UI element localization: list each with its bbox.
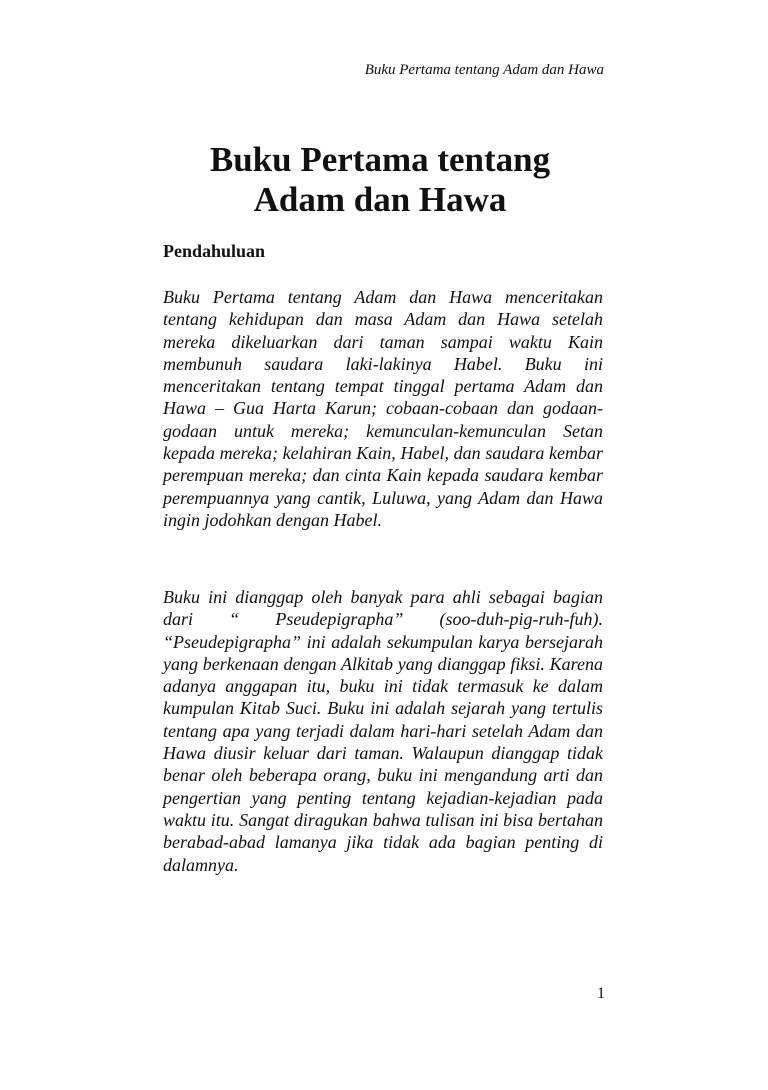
- running-header: Buku Pertama tentang Adam dan Hawa: [364, 62, 604, 78]
- page-number: 1: [597, 985, 605, 1002]
- paragraph-introduction: Buku Pertama tentang Adam dan Hawa menceritakan tentang kehidupan dan masa Adam dan Hawa setelah mereka dikeluarkan dari taman sampai waktu Kain membunuh saudara laki-lakinya Habel. Buku ini menceritakan tentang tempat tinggal pertama Adam dan Hawa – Gua Harta Karun; cobaan-cobaan dan godaan-godaan untuk mereka; kemunculan-kemunculan Setan kepada mereka; kelahiran Kain, Habel, dan saudara kembar perempuan mereka; dan cinta Kain kepada saudara kembar perempuannya yang cantik, Luluwa, yang Adam dan Hawa ingin jodohkan dengan Habel.: [163, 287, 603, 530]
- section-heading: Pendahuluan: [163, 241, 266, 261]
- title-line-2: Adam dan Hawa: [253, 180, 507, 219]
- page-title: [150, 140, 610, 220]
- title-line-1: Buku Pertama tentang: [209, 140, 551, 179]
- paragraph-pseudepigrapha: Buku ini dianggap oleh banyak para ahli sebagai bagian dari “ Pseudepigrapha” (soo-duh-pig-ruh-fuh). “Pseudepigrapha” ini adalah sekumpulan karya bersejarah yang berkenaan dengan Alkitab yang dianggap fiksi. Karena adanya anggapan itu, buku ini tidak termasuk ke dalam kumpulan Kitab Suci. Buku ini adalah sejarah yang tertulis tentang apa yang terjadi dalam hari-hari setelah Adam dan Hawa diusir keluar dari taman. Walaupun dianggap tidak benar oleh beberapa orang, buku ini mengandung arti dan pengertian yang penting tentang kejadian-kejadian pada waktu itu. Sangat diragukan bahwa tulisan ini bisa bertahan berabad-abad lamanya jika tidak ada bagian penting di dalamnya.: [163, 587, 603, 875]
